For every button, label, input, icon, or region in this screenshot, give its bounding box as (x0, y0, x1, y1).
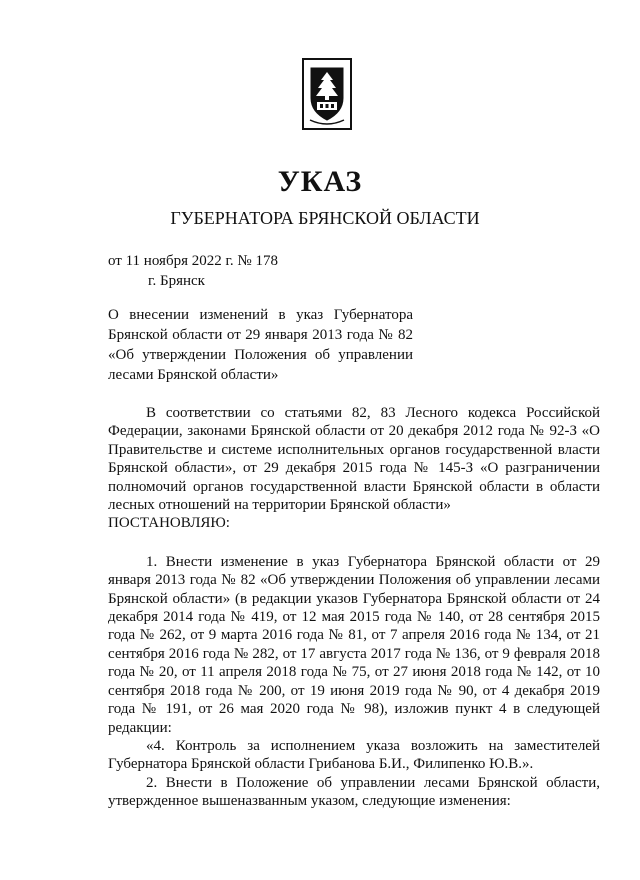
quote-paragraph: «4. Контроль за исполнением указа возложить на заместителей Губернатора Брянской области Грибанова Б.И., Филипенко Ю.В.». (108, 737, 600, 773)
date-line: от 11 ноября 2022 г. № 178 (108, 253, 278, 269)
item-2-paragraph: 2. Внести в Положение об управлении лесами Брянской области, утвержденное вышеназванным указом, следующие изменения: (108, 774, 600, 810)
document-subtitle: ГУБЕРНАТОРА БРЯНСКОЙ ОБЛАСТИ (170, 208, 480, 228)
bryansk-coat-of-arms-icon (302, 58, 352, 130)
document-body (108, 404, 600, 811)
document-title: УКАЗ (277, 165, 363, 198)
paragraph-spacer (108, 533, 600, 553)
city-line: г. Брянск (148, 273, 205, 289)
document-meta (108, 251, 278, 291)
item-1-paragraph: 1. Внести изменение в указ Губернатора Брянской области от 29 января 2013 года № 82 «Об утверждении Положения об управлении лесами Брянской области» (в редакции указов Губернатора Брянской области от 24 декабря 2014 года № 419, от 12 мая 2015 года № 140, от 28 сентября 2015 года № 262, от 9 марта 2016 года № 81, от 7 апреля 2016 года № 134, от 21 сентября 2016 года № 282, от 17 августа 2017 года № 136, от 9 февраля 2018 года № 20, от 11 апреля 2018 года № 75, от 27 июня 2018 года № 142, от 10 сентября 2018 года № 200, от 19 июня 2019 года № 90, от 4 декабря 2019 года № 191, от 26 мая 2020 года № 98), изложив пункт 4 в следующей редакции: (108, 553, 600, 736)
document-heading: О внесении изменений в указ Губернатора Брянской области от 29 января 2013 года № 82 «Об утверждении Положения об управлении лесами Брянской области» (108, 307, 413, 383)
resolve-line: ПОСТАНОВЛЯЮ: (108, 515, 230, 532)
preamble-paragraph: В соответствии со статьями 82, 83 Лесного кодекса Российской Федерации, законами Брянской области от 20 декабря 2012 года № 92-З «О Правительстве и системе исполнительных органов государственной власти Брянской области», от 29 декабря 2015 года № 145-З «О разграничении полномочий органов государственной власти Брянской области в области лесных отношений на территории Брянской области» (108, 405, 600, 514)
